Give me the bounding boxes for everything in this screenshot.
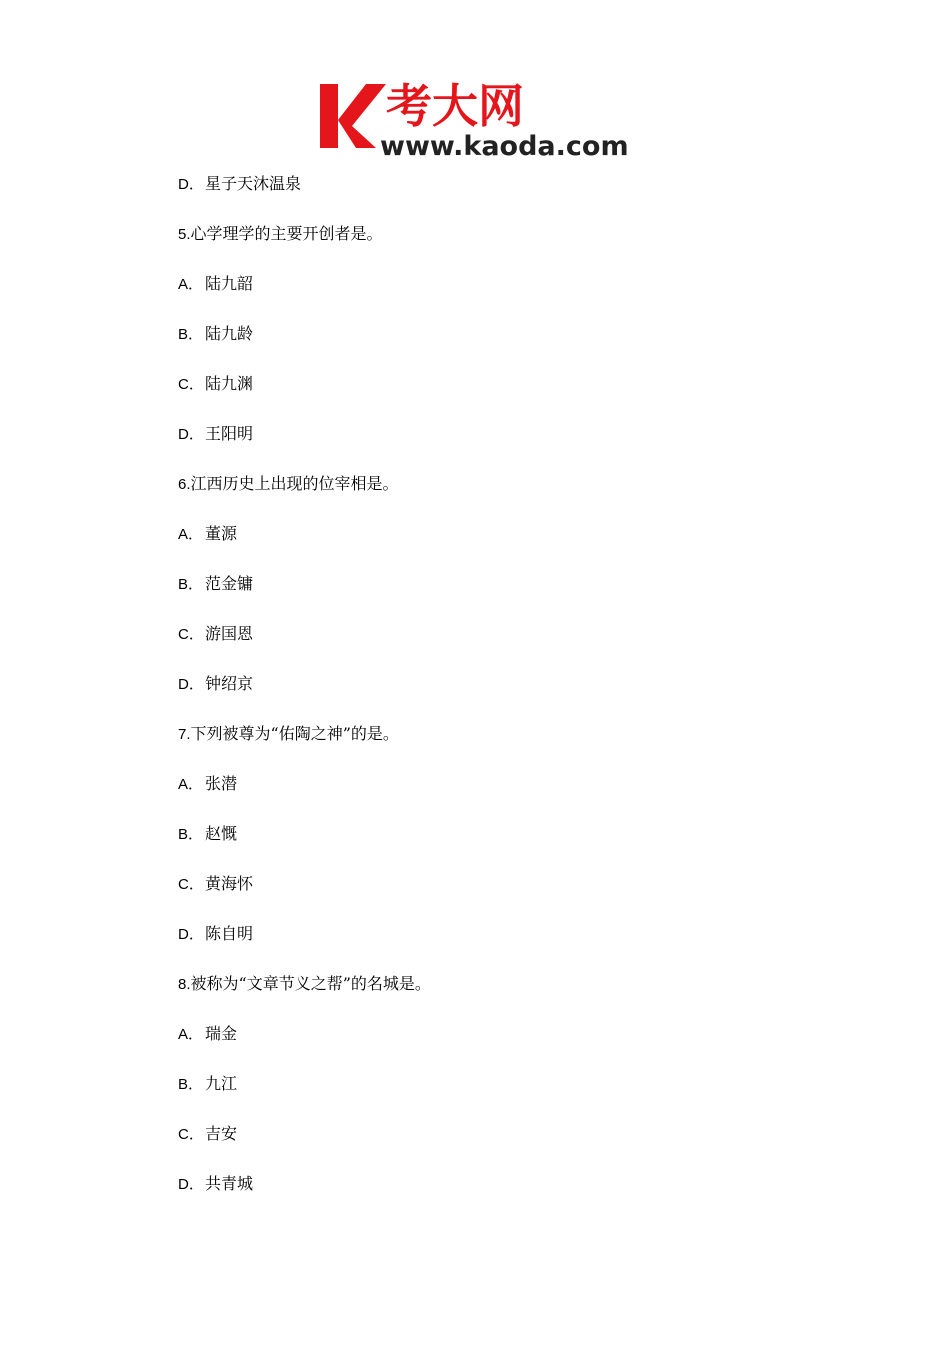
answer-option [178, 770, 778, 820]
question-stem [178, 720, 778, 770]
option-text: 瑞金 [205, 1024, 238, 1043]
option-letter: D． [178, 926, 204, 943]
option-text: 陆九韶 [205, 274, 254, 293]
answer-option [178, 270, 778, 320]
answer-option [178, 1120, 778, 1170]
answer-option [178, 520, 778, 570]
answer-option [178, 620, 778, 670]
question-text: 心学理学的主要开创者是。 [190, 224, 383, 243]
logo-url-text: www.kaoda.com [380, 131, 629, 160]
option-text: 赵慨 [205, 824, 238, 843]
answer-option [178, 820, 778, 870]
question-number: 5. [178, 226, 191, 243]
option-letter: A． [178, 526, 204, 543]
option-text: 黄海怀 [205, 874, 254, 893]
option-text: 钟绍京 [205, 674, 254, 693]
option-letter: B． [178, 326, 204, 343]
option-letter: D． [178, 426, 204, 443]
option-text: 吉安 [205, 1124, 238, 1143]
answer-option [178, 320, 778, 370]
option-letter: A． [178, 276, 204, 293]
answer-option [178, 420, 778, 470]
question-text: 江西历史上出现的位宰相是。 [190, 474, 399, 493]
question-number: 6. [178, 476, 191, 493]
answer-option [178, 370, 778, 420]
option-letter: B． [178, 1076, 204, 1093]
option-text: 九江 [205, 1074, 238, 1093]
answer-option [178, 1020, 778, 1070]
option-letter: D． [178, 1176, 204, 1193]
option-letter: C． [178, 876, 204, 893]
question-stem [178, 470, 778, 520]
question-list [178, 170, 778, 1220]
option-text: 陆九龄 [205, 324, 254, 343]
answer-option [178, 1170, 778, 1220]
option-letter: D． [178, 176, 204, 193]
answer-option [178, 870, 778, 920]
option-letter: C． [178, 1126, 204, 1143]
question-text: 下列被尊为“佑陶之神”的是。 [190, 724, 399, 743]
kaoda-logo-graphic [318, 76, 640, 160]
option-text: 张潜 [205, 774, 238, 793]
answer-option [178, 570, 778, 620]
option-letter: D． [178, 676, 204, 693]
option-text: 董源 [205, 524, 238, 543]
question-number: 8. [178, 976, 191, 993]
option-letter: C． [178, 376, 204, 393]
option-text: 陆九渊 [205, 374, 254, 393]
option-text: 范金镛 [205, 574, 254, 593]
option-letter: B． [178, 826, 204, 843]
option-text: 游国恩 [205, 624, 254, 643]
option-letter: B． [178, 576, 204, 593]
option-letter: A． [178, 776, 204, 793]
option-letter: A． [178, 1026, 204, 1043]
question-text: 被称为“文章节义之帮”的名城是。 [190, 974, 431, 993]
answer-option [178, 670, 778, 720]
answer-option [178, 920, 778, 970]
option-letter: C． [178, 626, 204, 643]
answer-option [178, 170, 778, 220]
kaoda-logo [318, 76, 640, 160]
answer-option [178, 1070, 778, 1120]
option-text: 共青城 [205, 1174, 254, 1193]
option-text: 王阳明 [205, 424, 254, 443]
question-stem [178, 220, 778, 270]
logo-chinese-text: 考大网 [386, 79, 524, 133]
question-stem [178, 970, 778, 1020]
option-text: 陈自明 [205, 924, 254, 943]
option-text: 星子天沐温泉 [205, 174, 302, 193]
question-number: 7. [178, 726, 191, 743]
